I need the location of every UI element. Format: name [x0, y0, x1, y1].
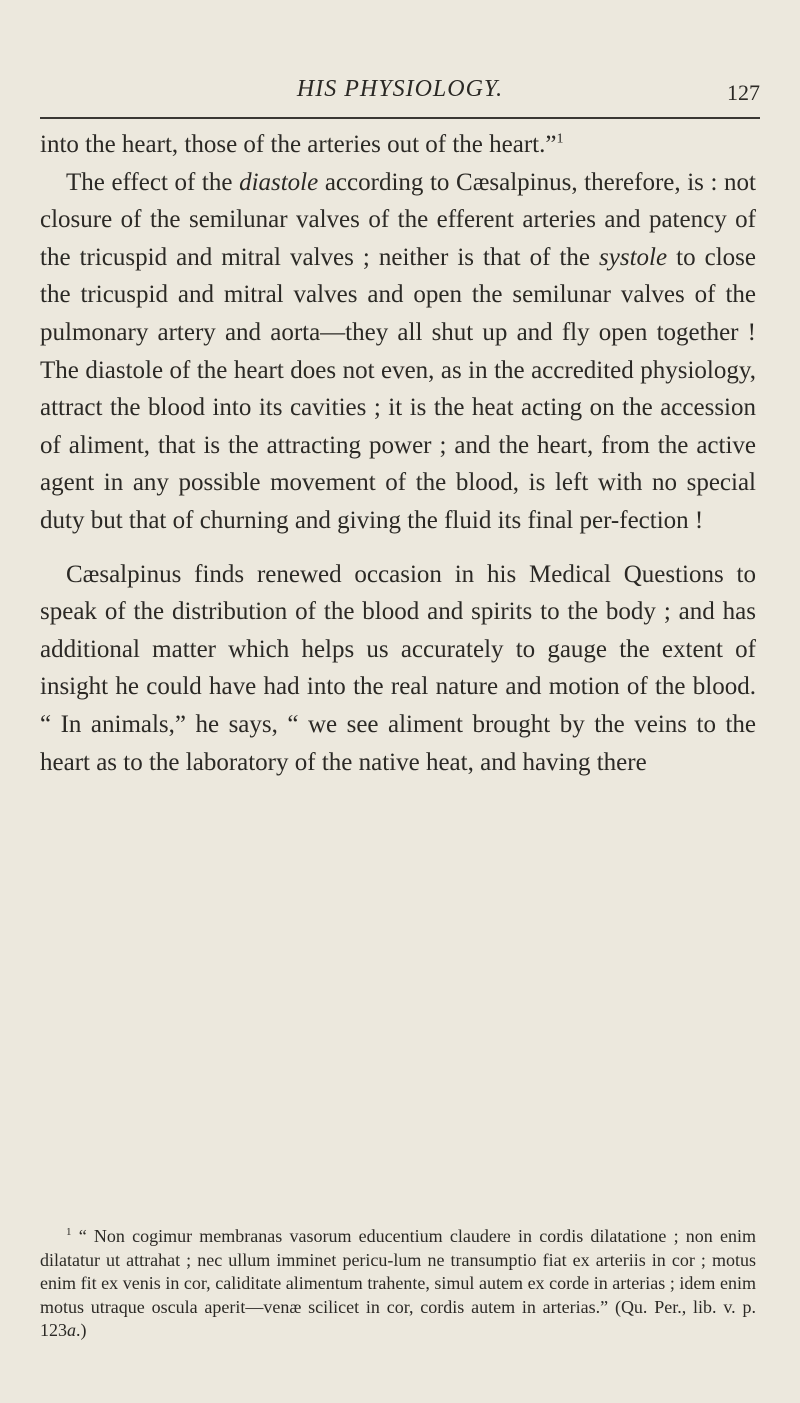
term-diastole: diastole	[239, 168, 319, 196]
paragraph-2-text-a: The effect of the	[66, 168, 240, 196]
footnote-text-italic: a	[67, 1320, 76, 1340]
footnote-text-b: .)	[76, 1320, 87, 1340]
paragraph-2-text-c: to close the tricuspid and mitral valves and open the semilunar valves of the pulmonary artery and aorta—they all shut up and fly open together ! The diastole of the heart does not even, as in the accredited physiology, attract the blood into its cavities ; it is the heat acting on the accession of aliment, that is the attracting power ; and the heart, from the active agent in any possible movement of the blood, is left with no special duty but that of churning and giving the fluid its final per-fection !	[40, 243, 756, 534]
footnote-mark: 1	[66, 1226, 72, 1238]
footnote-text-a: “ Non cogimur membranas vasorum educentium claudere in cordis dilatatione ; non enim dilatatur ut attrahat ; nec ullum imminet pericu-lum ne transumptio fiat ex arteriis in cor ; motus enim fit ex venis in cor, caliditate alimentum trahente, simul autem ex corde in arterias ; idem enim motus utraque oscula aperit—venæ scilicet in cor, cordis autem in arterias.” (Qu. Per., lib. v. p. 123	[40, 1226, 756, 1340]
footnote-paragraph	[40, 1225, 756, 1343]
page-number: 127	[727, 80, 760, 105]
paragraph-3: Cæsalpinus finds renewed occasion in his Medical Questions to speak of the distribution of the blood and spirits to the body ; and has additional matter which helps us accurately to gauge the extent of insight he could have had into the real nature and motion of the blood. “ In animals,” he says, “ we see aliment brought by the veins to the heart as to the laboratory of the native heat, and having there	[40, 560, 756, 776]
term-systole: systole	[599, 243, 668, 271]
header-rule	[40, 117, 760, 119]
paragraph-2	[40, 164, 756, 540]
page-header	[40, 76, 760, 112]
footnote	[40, 1225, 756, 1343]
main-text	[40, 126, 756, 781]
footnote-reference: 1	[556, 131, 564, 147]
paragraph-2-text-b: according to Cæsalpinus, therefore, is : not closure of the semilunar valves of the efferent arteries and patency of the tricuspid and mitral valves ; neither is that of the	[40, 168, 756, 271]
running-title: HIS PHYSIOLOGY.	[296, 76, 504, 102]
paragraph-1	[40, 126, 756, 164]
paragraph-1-text: into the heart, those of the arteries out of the heart.”	[40, 131, 557, 158]
